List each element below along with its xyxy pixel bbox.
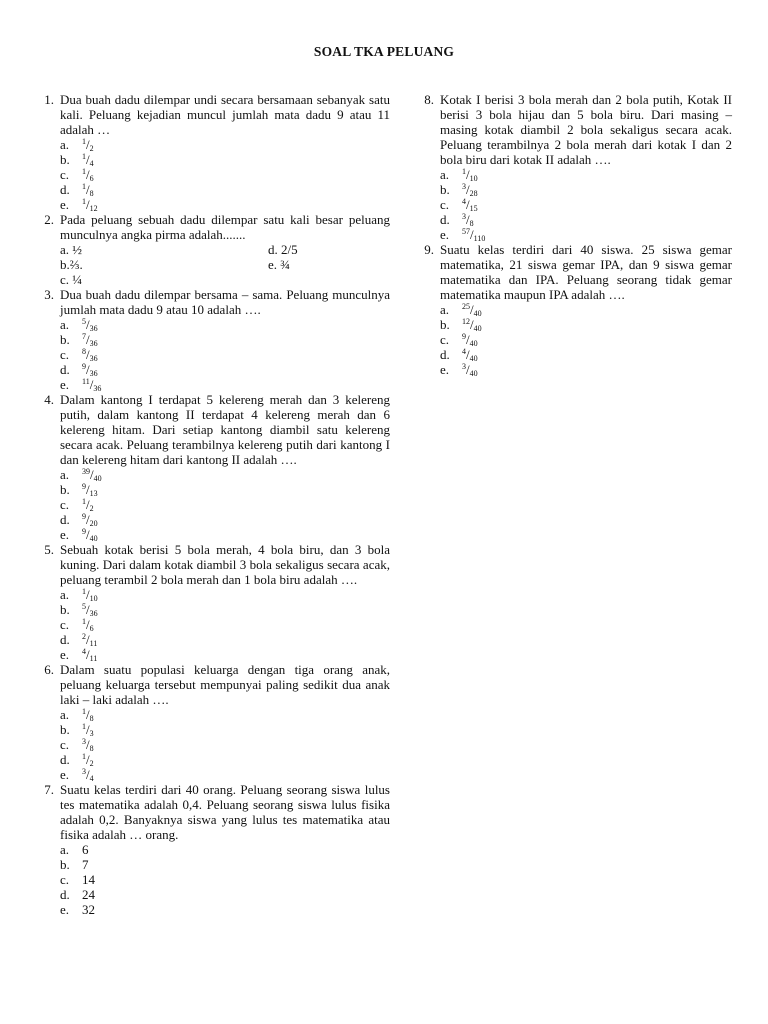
- option-label: e.: [60, 197, 70, 212]
- option-label: c.: [60, 167, 70, 182]
- numerator: 4: [82, 647, 86, 656]
- fraction-slash: /: [86, 722, 90, 737]
- option-d: [60, 362, 390, 377]
- denominator: 36: [89, 324, 98, 333]
- option-value: 14: [82, 872, 95, 887]
- question-1: [34, 92, 390, 212]
- fraction-slash: /: [466, 347, 470, 362]
- option-value: [462, 212, 474, 227]
- right-column: [414, 92, 732, 377]
- option-value: [82, 167, 94, 182]
- fraction-slash: /: [86, 707, 90, 722]
- option-label: c.: [60, 872, 70, 887]
- option-b: [60, 602, 390, 617]
- option-label: c.: [60, 347, 70, 362]
- option-e: [440, 227, 732, 242]
- option-label: c.: [60, 617, 70, 632]
- denominator: 36: [89, 339, 98, 348]
- option-value: [82, 617, 94, 632]
- option-e: [60, 377, 390, 392]
- numerator: 7: [82, 332, 86, 341]
- option-label: e.: [440, 227, 450, 242]
- option-value: [82, 332, 98, 347]
- option-label: b.: [60, 152, 70, 167]
- fraction-slash: /: [86, 137, 90, 152]
- option-c: [440, 332, 732, 347]
- question-text: Kotak I berisi 3 bola merah dan 2 bola putih, Kotak II berisi 3 bola hijau dan 5 bola biru. Dari masing – masing kotak diambil 2 bola sekaligus secara acak. Peluang terambilnya 2 bola merah dari kotak I dan 2 bola biru dari kotak II adalah ….: [440, 92, 732, 167]
- option-label: a.: [60, 587, 70, 602]
- fraction-slash: /: [86, 167, 90, 182]
- option-value: [462, 362, 478, 377]
- option-label: d.: [440, 347, 450, 362]
- fraction-slash: /: [86, 587, 90, 602]
- option-label: e.: [60, 767, 70, 782]
- denominator: 40: [469, 369, 478, 378]
- option-a: [60, 467, 390, 482]
- numerator: 9: [462, 332, 466, 341]
- denominator: 11: [89, 654, 98, 663]
- option-value: 6: [82, 842, 89, 857]
- question-number: 8.: [424, 92, 434, 107]
- option-value: [462, 302, 482, 317]
- denominator: 40: [469, 354, 478, 363]
- option-label: d.: [60, 362, 70, 377]
- numerator: 8: [82, 347, 86, 356]
- denominator: 12: [89, 204, 98, 213]
- option-b: [440, 317, 732, 332]
- option-d: [440, 212, 732, 227]
- option-value: [82, 587, 98, 602]
- option-a: a. ½: [60, 242, 83, 257]
- option-a: [60, 317, 390, 332]
- question-text: Dua buah dadu dilempar bersama – sama. Peluang munculnya jumlah mata dadu 9 atau 10 adalah ….: [60, 287, 390, 317]
- option-value: [82, 377, 101, 392]
- option-d: [440, 347, 732, 362]
- question-2: [34, 212, 390, 287]
- numerator: 11: [82, 377, 90, 386]
- option-value: [82, 182, 94, 197]
- option-label: a.: [440, 167, 450, 182]
- denominator: 36: [93, 384, 102, 393]
- option-list: [440, 167, 732, 242]
- denominator: 10: [469, 174, 478, 183]
- option-e: e. ¾: [268, 257, 291, 272]
- option-label: e.: [60, 527, 70, 542]
- question-6: [34, 662, 390, 782]
- fraction-slash: /: [86, 317, 90, 332]
- option-value: [462, 182, 478, 197]
- option-d: [60, 512, 390, 527]
- numerator: 1: [82, 152, 86, 161]
- option-d: [60, 752, 390, 767]
- numerator: 4: [462, 197, 466, 206]
- option-label: b.: [440, 182, 450, 197]
- option-value: [462, 167, 478, 182]
- denominator: 4: [89, 159, 94, 168]
- question-text: Dua buah dadu dilempar undi secara bersamaan sebanyak satu kali. Peluang kejadian muncul jumlah mata dadu 9 atau 11 adalah …: [60, 92, 390, 137]
- option-label: d.: [60, 512, 70, 527]
- option-list: [60, 707, 390, 782]
- option-value: [82, 512, 98, 527]
- option-label: b.: [60, 857, 70, 872]
- option-b: b.⅔.: [60, 257, 83, 272]
- numerator: 1: [82, 497, 86, 506]
- question-text: Dalam kantong I terdapat 5 kelereng merah dan 3 kelereng putih, dalam kantong II terdapat 4 kelereng merah dan 6 kelereng hitam. Dari setiap kantong diambil satu kelereng secara acak. Peluang terambilnya kelereng putih dari kantong I dan kelereng hitam dari kantong II adalah ….: [60, 392, 390, 467]
- denominator: 3: [89, 729, 94, 738]
- option-value: [82, 752, 94, 767]
- option-list: [60, 317, 390, 392]
- denominator: 40: [469, 339, 478, 348]
- option-a: [60, 842, 390, 857]
- option-grid: [34, 242, 390, 287]
- option-label: d.: [60, 887, 70, 902]
- fraction-slash: /: [466, 197, 470, 212]
- question-number: 6.: [44, 662, 54, 677]
- numerator: 57: [462, 227, 470, 236]
- option-d: [60, 887, 390, 902]
- numerator: 3: [462, 362, 466, 371]
- numerator: 12: [462, 317, 470, 326]
- question-text: Suatu kelas terdiri dari 40 orang. Peluang seorang siswa lulus tes matematika adalah 0,4. Peluang seorang siswa lulus fisika adalah 0,2. Banyaknya siswa yang lulus tes matematika atau fisika adalah … orang.: [60, 782, 390, 842]
- option-value: 7: [82, 857, 89, 872]
- option-value: [82, 722, 94, 737]
- option-a: [60, 137, 390, 152]
- question-text: Pada peluang sebuah dadu dilempar satu kali besar peluang munculnya angka pirma adalah.......: [60, 212, 390, 242]
- fraction-slash: /: [89, 377, 94, 392]
- denominator: 6: [89, 624, 94, 633]
- option-label: a.: [60, 467, 70, 482]
- option-label: e.: [60, 647, 70, 662]
- option-value: [82, 497, 94, 512]
- option-a: [440, 302, 732, 317]
- denominator: 4: [89, 774, 94, 783]
- fraction-slash: /: [466, 212, 470, 227]
- question-5: [34, 542, 390, 662]
- option-e: [60, 527, 390, 542]
- denominator: 110: [473, 234, 486, 243]
- numerator: 1: [82, 707, 86, 716]
- option-d: [60, 632, 390, 647]
- option-b: [440, 182, 732, 197]
- question-number: 1.: [44, 92, 54, 107]
- numerator: 3: [462, 182, 466, 191]
- fraction-slash: /: [86, 767, 90, 782]
- numerator: 1: [82, 617, 86, 626]
- numerator: 1: [82, 167, 86, 176]
- fraction-slash: /: [86, 647, 90, 662]
- option-label: c.: [440, 197, 450, 212]
- question-number: 2.: [44, 212, 54, 227]
- denominator: 36: [89, 369, 98, 378]
- numerator: 1: [82, 722, 86, 731]
- denominator: 2: [89, 504, 94, 513]
- denominator: 8: [469, 219, 474, 228]
- option-c: [60, 347, 390, 362]
- question-8: [414, 92, 732, 242]
- fraction-slash: /: [86, 347, 90, 362]
- option-list: [440, 302, 732, 377]
- option-e: [440, 362, 732, 377]
- option-e: [60, 197, 390, 212]
- fraction-slash: /: [86, 332, 90, 347]
- denominator: 40: [473, 324, 482, 333]
- option-label: d.: [60, 632, 70, 647]
- denominator: 40: [473, 309, 482, 318]
- option-e: [60, 902, 390, 917]
- question-number: 9.: [424, 242, 434, 257]
- numerator: 1: [82, 197, 86, 206]
- question-number: 3.: [44, 287, 54, 302]
- numerator: 5: [82, 317, 86, 326]
- option-b: [60, 722, 390, 737]
- denominator: 28: [469, 189, 478, 198]
- fraction-slash: /: [86, 197, 90, 212]
- numerator: 9: [82, 527, 86, 536]
- option-label: d.: [440, 212, 450, 227]
- fraction-slash: /: [470, 302, 474, 317]
- denominator: 40: [93, 474, 102, 483]
- option-value: [462, 317, 482, 332]
- question-number: 7.: [44, 782, 54, 797]
- question-9: [414, 242, 732, 377]
- option-c: [60, 497, 390, 512]
- left-column: [34, 92, 390, 917]
- fraction-slash: /: [86, 737, 90, 752]
- option-value: [82, 347, 98, 362]
- option-value: [82, 152, 94, 167]
- numerator: 2: [82, 632, 86, 641]
- option-list: [60, 842, 390, 917]
- fraction-slash: /: [90, 467, 94, 482]
- option-label: c.: [60, 497, 70, 512]
- option-c: [60, 617, 390, 632]
- option-e: [60, 647, 390, 662]
- option-b: [60, 857, 390, 872]
- denominator: 40: [89, 534, 98, 543]
- option-list: [60, 467, 390, 542]
- option-value: [82, 737, 94, 752]
- option-label: e.: [440, 362, 450, 377]
- option-label: b.: [60, 482, 70, 497]
- option-label: a.: [60, 317, 70, 332]
- denominator: 6: [89, 174, 94, 183]
- option-value: 24: [82, 887, 95, 902]
- option-value: [82, 467, 102, 482]
- option-a: [440, 167, 732, 182]
- numerator: 9: [82, 482, 86, 491]
- denominator: 8: [89, 189, 94, 198]
- fraction-slash: /: [86, 497, 90, 512]
- option-list: [60, 587, 390, 662]
- option-label: b.: [60, 722, 70, 737]
- denominator: 2: [89, 759, 94, 768]
- denominator: 36: [89, 609, 98, 618]
- option-label: a.: [60, 707, 70, 722]
- option-value: [82, 527, 98, 542]
- option-value: [82, 632, 97, 647]
- fraction-slash: /: [466, 182, 470, 197]
- question-4: [34, 392, 390, 542]
- numerator: 39: [82, 467, 90, 476]
- numerator: 4: [462, 347, 466, 356]
- option-b: [60, 152, 390, 167]
- option-label: c.: [60, 737, 70, 752]
- option-label: e.: [60, 902, 70, 917]
- fraction-slash: /: [466, 362, 470, 377]
- numerator: 25: [462, 302, 470, 311]
- denominator: 36: [89, 354, 98, 363]
- numerator: 1: [82, 137, 86, 146]
- option-label: d.: [60, 182, 70, 197]
- option-b: [60, 332, 390, 347]
- numerator: 9: [82, 512, 86, 521]
- option-c: [440, 197, 732, 212]
- numerator: 1: [82, 182, 86, 191]
- option-label: a.: [440, 302, 450, 317]
- fraction-slash: /: [86, 482, 90, 497]
- option-value: [82, 767, 94, 782]
- option-value: [462, 347, 478, 362]
- option-value: 32: [82, 902, 95, 917]
- option-c: [60, 167, 390, 182]
- question-text: Dalam suatu populasi keluarga dengan tiga orang anak, peluang keluarga tersebut mempunyai paling sedikit dua anak laki – laki adalah ….: [60, 662, 390, 707]
- option-label: b.: [60, 332, 70, 347]
- question-number: 5.: [44, 542, 54, 557]
- fraction-slash: /: [86, 362, 90, 377]
- question-number: 4.: [44, 392, 54, 407]
- option-d: [60, 182, 390, 197]
- option-label: a.: [60, 842, 70, 857]
- question-7: [34, 782, 390, 917]
- denominator: 11: [89, 639, 98, 648]
- question-text: Sebuah kotak berisi 5 bola merah, 4 bola biru, dan 3 bola kuning. Dari dalam kotak diambil 3 bola sekaligus secara acak, peluang terambil 2 bola merah dan 1 bola biru adalah ….: [60, 542, 390, 587]
- option-value: [82, 317, 98, 332]
- denominator: 15: [469, 204, 478, 213]
- option-a: [60, 587, 390, 602]
- option-label: b.: [60, 602, 70, 617]
- denominator: 13: [89, 489, 98, 498]
- option-c: [60, 737, 390, 752]
- numerator: 5: [82, 602, 86, 611]
- fraction-slash: /: [470, 317, 474, 332]
- numerator: 9: [82, 362, 86, 371]
- numerator: 3: [82, 767, 86, 776]
- fraction-slash: /: [86, 512, 90, 527]
- denominator: 8: [89, 714, 94, 723]
- option-list: [60, 137, 390, 212]
- option-value: [82, 137, 94, 152]
- fraction-slash: /: [86, 602, 90, 617]
- option-d: d. 2/5: [268, 242, 298, 257]
- numerator: 1: [82, 752, 86, 761]
- option-value: [82, 707, 94, 722]
- option-value: [82, 482, 98, 497]
- numerator: 3: [82, 737, 86, 746]
- option-e: [60, 767, 390, 782]
- numerator: 1: [462, 167, 466, 176]
- option-a: [60, 707, 390, 722]
- fraction-slash: /: [466, 167, 470, 182]
- option-value: [82, 602, 98, 617]
- fraction-slash: /: [86, 632, 90, 647]
- fraction-slash: /: [470, 227, 474, 242]
- question-text: Suatu kelas terdiri dari 40 siswa. 25 siswa gemar matematika, 21 siswa gemar IPA, dan 9 siswa gemar matematika dan IPA. Peluang seorang tidak gemar matematika maupun IPA adalah ….: [440, 242, 732, 302]
- option-c: c. ¼: [60, 272, 83, 287]
- option-value: [82, 647, 97, 662]
- denominator: 10: [89, 594, 98, 603]
- option-label: e.: [60, 377, 70, 392]
- numerator: 1: [82, 587, 86, 596]
- option-c: [60, 872, 390, 887]
- fraction-slash: /: [86, 752, 90, 767]
- option-value: [82, 362, 98, 377]
- option-label: c.: [440, 332, 450, 347]
- option-label: b.: [440, 317, 450, 332]
- option-value: [462, 227, 485, 242]
- denominator: 2: [89, 144, 94, 153]
- fraction-slash: /: [86, 152, 90, 167]
- question-3: [34, 287, 390, 392]
- option-value: [462, 332, 478, 347]
- numerator: 3: [462, 212, 466, 221]
- page-title: SOAL TKA PELUANG: [313, 44, 455, 59]
- option-value: [82, 197, 98, 212]
- option-value: [462, 197, 478, 212]
- fraction-slash: /: [86, 182, 90, 197]
- option-label: a.: [60, 137, 70, 152]
- denominator: 8: [89, 744, 94, 753]
- denominator: 20: [89, 519, 98, 528]
- fraction-slash: /: [86, 617, 90, 632]
- fraction-slash: /: [466, 332, 470, 347]
- option-label: d.: [60, 752, 70, 767]
- fraction-slash: /: [86, 527, 90, 542]
- option-b: [60, 482, 390, 497]
